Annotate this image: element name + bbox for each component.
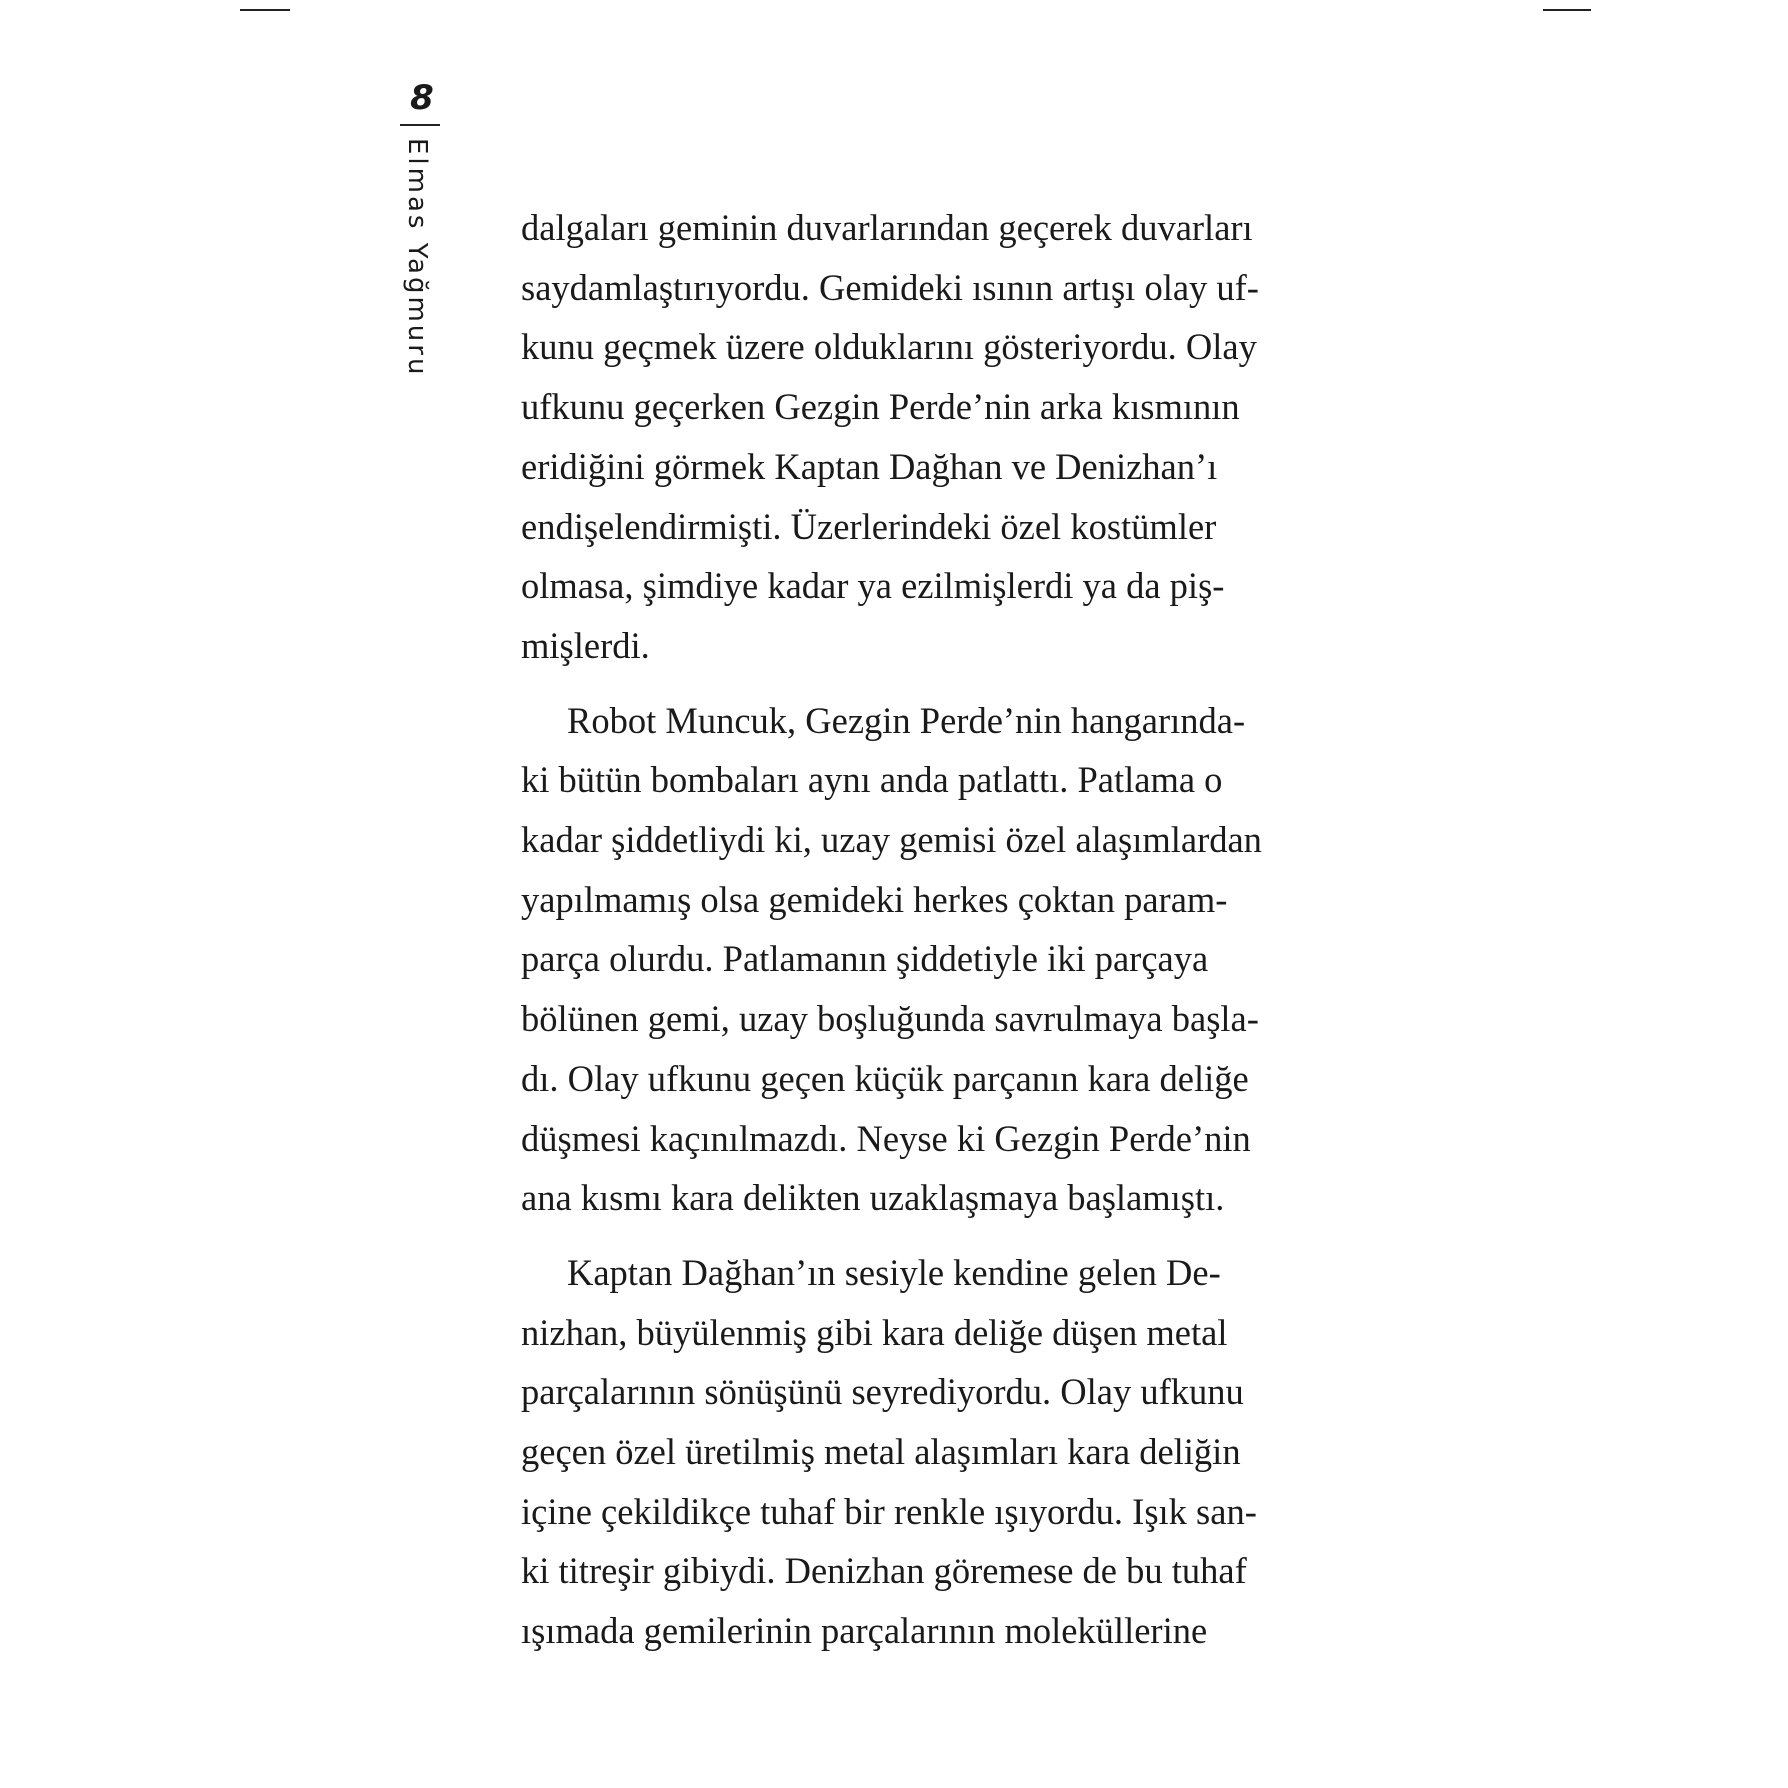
text-line: ki bütün bombaları aynı anda patlattı. Patlama o <box>521 759 1223 801</box>
page-number: 8 <box>410 78 434 118</box>
crop-mark-left <box>240 9 290 11</box>
paragraph-3 <box>521 1243 1283 1661</box>
text-line: Kaptan Dağhan’ın sesiyle kendine gelen De- <box>567 1251 1221 1293</box>
paragraph-2 <box>521 691 1283 1228</box>
text-line: saydamlaştırıyordu. Gemideki ısının artışı olay uf- <box>521 266 1259 308</box>
text-line: dalgaları geminin duvarlarından geçerek duvarları <box>521 207 1253 248</box>
paragraph-1 <box>521 198 1283 676</box>
text-line: ki titreşir gibiydi. Denizhan göremese de bu tuhaf <box>521 1550 1247 1592</box>
text-line: ışımada gemilerinin parçalarının moleküllerine <box>521 1610 1208 1652</box>
text-line: ana kısmı kara delikten uzaklaşmaya başlamıştı. <box>521 1177 1225 1219</box>
text-line: nizhan, büyülenmiş gibi kara deliğe düşen metal <box>521 1311 1228 1353</box>
text-line: ufkunu geçerken Gezgin Perde’nin arka kısmının <box>521 386 1240 428</box>
running-title: Elmas Yağmuru <box>402 138 432 378</box>
text-line: mişlerdi. <box>521 624 650 666</box>
text-line: kadar şiddetliydi ki, uzay gemisi özel alaşımlardan <box>521 819 1262 861</box>
text-line: endişelendirmişti. Üzerlerindeki özel kostümler <box>521 505 1217 547</box>
header-divider <box>400 124 440 126</box>
body-text <box>521 198 1283 1661</box>
text-line: parçalarının sönüşünü seyrediyordu. Olay ufkunu <box>521 1371 1244 1413</box>
text-line: düşmesi kaçınılmazdı. Neyse ki Gezgin Perde’nin <box>521 1117 1251 1159</box>
text-line: bölünen gemi, uzay boşluğunda savrulmaya başla- <box>521 998 1259 1040</box>
text-line: geçen özel üretilmiş metal alaşımları kara deliğin <box>521 1431 1241 1473</box>
text-line: yapılmamış olsa gemideki herkes çoktan param- <box>521 878 1228 920</box>
text-line: olmasa, şimdiye kadar ya ezilmişlerdi ya da piş- <box>521 565 1225 607</box>
text-line: parça olurdu. Patlamanın şiddetiyle iki parçaya <box>521 938 1209 980</box>
text-line: dı. Olay ufkunu geçen küçük parçanın kara deliğe <box>521 1057 1249 1099</box>
text-line: içine çekildikçe tuhaf bir renkle ışıyordu. Işık san- <box>521 1490 1257 1532</box>
crop-mark-right <box>1543 9 1591 11</box>
text-line: Robot Muncuk, Gezgin Perde’nin hangarında- <box>567 699 1246 741</box>
text-line: eridiğini görmek Kaptan Dağhan ve Denizhan’ı <box>521 445 1218 487</box>
text-line: kunu geçmek üzere olduklarını gösteriyordu. Olay <box>521 326 1257 368</box>
